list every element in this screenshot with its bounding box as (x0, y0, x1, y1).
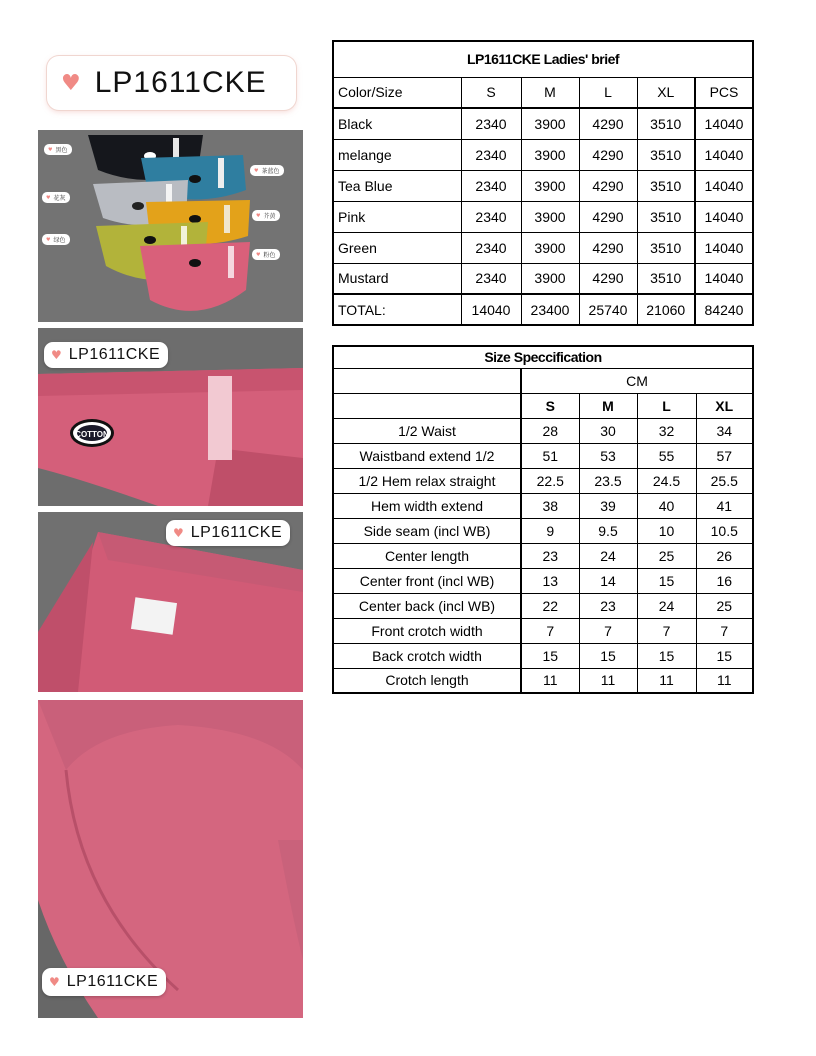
heart-icon: ♥ (173, 526, 184, 540)
table-row: Green 2340 3900 4290 3510 14040 (333, 232, 753, 263)
unit-row (333, 368, 753, 393)
table-row: Center front (incl WB) 13 14 15 16 (333, 568, 753, 593)
table-row: Tea Blue 2340 3900 4290 3510 14040 (333, 170, 753, 201)
table-row: melange 2340 3900 4290 3510 14040 (333, 139, 753, 170)
table-header-row: Color/Size S M L XL PCS (333, 77, 753, 108)
heart-icon: ♥ (61, 70, 81, 96)
size-header-row: S M L XL (333, 393, 753, 418)
quantity-table (332, 40, 754, 326)
color-lineup-photo (38, 130, 303, 322)
heart-icon: ♥ (49, 975, 60, 989)
table-row: Crotch length 11 11 11 11 (333, 668, 753, 693)
table-caption: Size Speccification (333, 346, 753, 368)
size-spec-table (332, 345, 754, 694)
table-total-row: TOTAL: 14040 23400 25740 21060 84240 (333, 294, 753, 325)
color-tag-mustard: ♥ 芥黄 (252, 210, 280, 221)
table-row: Hem width extend 38 39 40 41 (333, 493, 753, 518)
pink-detail-photo (38, 700, 303, 1018)
table-row: 1/2 Waist 28 30 32 34 (333, 418, 753, 443)
unit-label: CM (521, 368, 753, 393)
table-row: Mustard 2340 3900 4290 3510 14040 (333, 263, 753, 294)
pink-back-photo (38, 512, 303, 692)
color-tag-tea-blue: ♥ 茶蓝色 (250, 165, 284, 176)
table-row: Back crotch width 15 15 15 15 (333, 643, 753, 668)
pink-front-photo (38, 328, 303, 506)
table-row: Waistband extend 1/2 51 53 55 57 (333, 443, 753, 468)
table-caption: LP1611CKE Ladies' brief (333, 41, 753, 77)
svg-text:COTTON: COTTON (75, 430, 109, 439)
color-tag-pink: ♥ 粉色 (252, 249, 280, 260)
table-row: Front crotch width 7 7 7 7 (333, 618, 753, 643)
product-title-tag (47, 56, 296, 110)
heart-icon: ♥ (51, 348, 62, 362)
table-row: 1/2 Hem relax straight 22.5 23.5 24.5 25.5 (333, 468, 753, 493)
color-tag-black: ♥ 黑色 (44, 144, 72, 155)
table-row: Pink 2340 3900 4290 3510 14040 (333, 201, 753, 232)
table-row: Center length 23 24 25 26 (333, 543, 753, 568)
table-row: Center back (incl WB) 22 23 24 25 (333, 593, 753, 618)
table-row: Black 2340 3900 4290 3510 14040 (333, 108, 753, 139)
product-label-pill: ♥ LP1611CKE (44, 342, 168, 368)
color-tag-green: ♥ 绿色 (42, 234, 70, 245)
product-label-pill: ♥ LP1611CKE (42, 968, 166, 996)
product-label-pill: ♥ LP1611CKE (166, 520, 290, 546)
table-row: Side seam (incl WB) 9 9.5 10 10.5 (333, 518, 753, 543)
color-tag-melange: ♥ 花灰 (42, 192, 70, 203)
product-title: LP1611CKE (94, 66, 267, 99)
